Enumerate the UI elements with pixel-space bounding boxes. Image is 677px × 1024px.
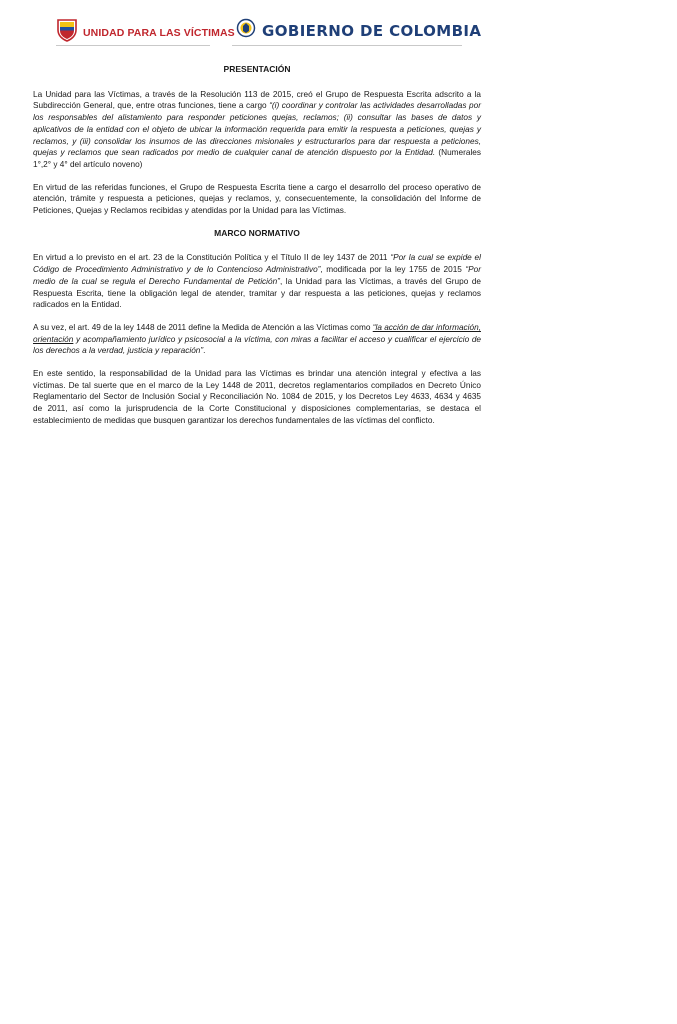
paragraph-text: En virtud a lo previsto en el art. 23 de la Constitución Política y el Título II de ley 1437 de 2011: [33, 253, 391, 263]
paragraph: En este sentido, la responsabilidad de la Unidad para las Víctimas es brindar una atención integral y efectiva a las víctimas. De tal suerte que en el marco de la Ley 1448 de 2011, decretos reglamentarios compilados en Decreto Único Reglamentario del Sector de Inclusión Social y Reconciliación No. 1084 de 2015, y los Decretos Ley 4633, 4634 y 4635 de 2011, así como la jurisprudencia de la Corte Constitucional y disposiciones complementarias, se destaca el establecimiento de medidas que busquen garantizar los derechos fundamentales de las víctimas del conflicto.: [33, 369, 481, 425]
quoted-functions-text: “(i) coordinar y controlar las actividades desarrolladas por los responsables del alistamiento para responder peticiones quejas, reclamos; (ii) consultar las bases de datos y aplicativos de la entidad con el objeto de ubicar la información requerida para emitir la respuesta a peticiones, quejas y reclamos, y (iii) consolidar los insumos de las direcciones misionales y estructurarlos para dar respuesta a peticiones, quejas y reclamos que sean radicados por medio de cualquier canal de atención dispuesto por la Entidad.: [33, 101, 481, 158]
document-body: [33, 64, 481, 438]
paragraph: En virtud de las referidas funciones, el Grupo de Respuesta Escrita tiene a cargo el desarrollo del proceso operativo de atención, trámite y respuesta a peticiones, quejas y reclamos, y, consecuentemente, la consolidación del Informe de Peticiones, Quejas y Reclamos recibidas y atendidas por la Unidad para las Víctimas.: [33, 182, 481, 216]
definition-quote-underlined: “la acción de dar información, orientación: [33, 322, 481, 344]
paragraph: [33, 252, 481, 311]
definition-quote: y acompañamiento jurídico y psicosocial a la víctima, con miras a facilitar el acceso y cualificar el ejercicio de los derechos a la verdad, justicia y reparación”: [33, 334, 481, 356]
unidad-victimas-logo: [56, 18, 235, 47]
unidad-victimas-text: UNIDAD PARA LAS VÍCTIMAS: [83, 26, 235, 39]
law-title-text: “Por medio de la cual se regula el Derecho Fundamental de Petición”: [33, 265, 481, 286]
paragraph: [33, 322, 481, 357]
document-header: [0, 14, 677, 48]
section-heading-marco-normativo: MARCO NORMATIVO: [214, 227, 300, 238]
gobierno-colombia-logo: [236, 18, 481, 43]
paragraph-text: La Unidad para las Víctimas, a través de la Resolución 113 de 2015, creó el Grupo de Respuesta Escrita adscrito a la Subdirección General, que, entre otras funciones, tiene a cargo: [33, 89, 481, 111]
coat-of-arms-icon: [236, 18, 256, 43]
gobierno-colombia-text: GOBIERNO DE COLOMBIA: [262, 21, 482, 40]
paragraph-text: (Numerales 1°,2° y 4° del artículo noveno): [33, 148, 481, 169]
paragraph-text: , la Unidad para las Víctimas, a través del Grupo de Respuesta Escrita, tiene la obligación legal de atender, tramitar y dar respuesta a las peticiones, quejas y reclamos radicados en la Entidad.: [33, 276, 481, 310]
paragraph-text: , modificada por la ley 1755 de 2015: [320, 265, 466, 275]
paragraph-text: A su vez, el art. 49 de la ley 1448 de 2011 define la Medida de Atención a las Víctimas como: [33, 322, 373, 332]
shield-icon: [56, 18, 78, 47]
paragraph: [33, 89, 481, 171]
header-divider: [232, 45, 462, 46]
law-title-text: “Por la cual se expide el Código de Procedimiento Administrativo y de lo Contencioso Administrativo”: [33, 253, 481, 275]
header-divider: [56, 45, 210, 46]
paragraph-text: .: [203, 346, 206, 356]
section-heading-presentacion: PRESENTACIÓN: [223, 64, 291, 74]
